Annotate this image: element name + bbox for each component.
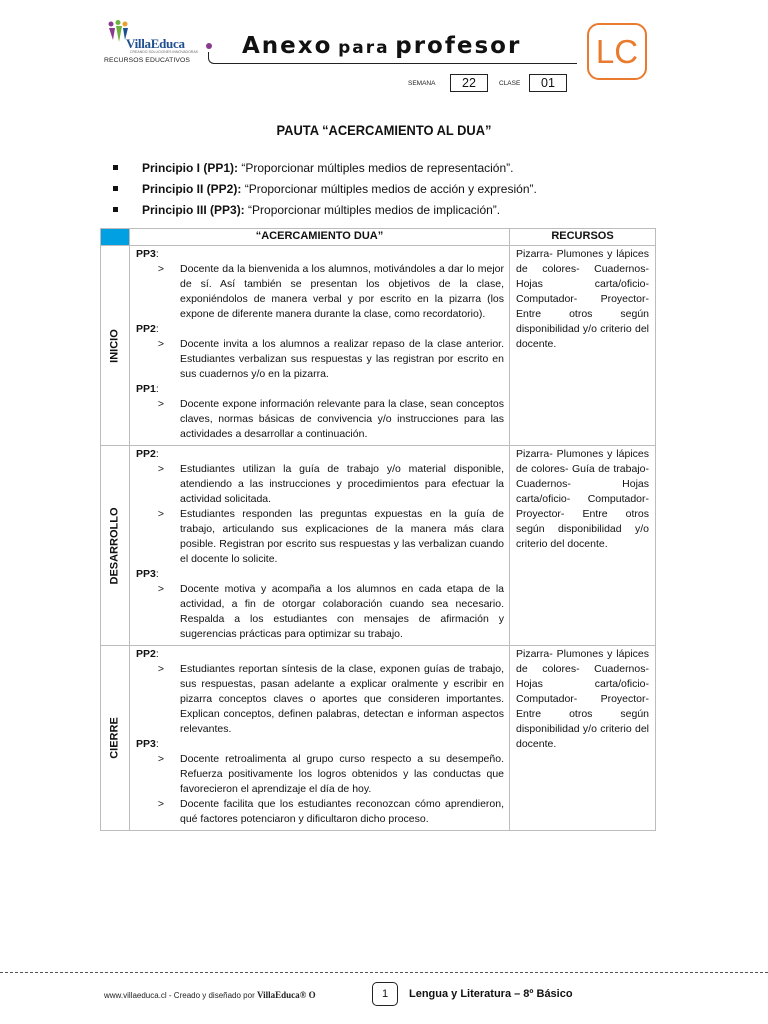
table-corner-cell: [101, 229, 130, 246]
activities-cell: [130, 246, 510, 446]
activity-text: Estudiantes responden las preguntas expuestas en la guía de trabajo, articulando sus explicaciones de la manera más clara posible. Registran por escrito sus respuestas y las verbalizan cuando el docente lo solicite.: [180, 508, 504, 565]
group-label: PP2 :: [136, 447, 504, 462]
activity-item: [136, 462, 504, 507]
activity-text: Estudiantes utilizan la guía de trabajo y/o material disponible, atendiendo a las instrucciones y procedimientos para efectuar la actividad solicitada.: [180, 463, 504, 505]
column-header-recursos: RECURSOS: [510, 229, 656, 246]
activity-item: [136, 582, 504, 642]
footer-subject: Lengua y Literatura – 8º Básico: [409, 988, 573, 1000]
activity-item: [136, 662, 504, 737]
arrow-marker: >: [157, 753, 165, 765]
activities-cell: [130, 446, 510, 646]
activity-text: Docente expone información relevante para la clase, sean conceptos claves, normas básicas de convivencia y/o instrucciones para las actividades a desarrollar a continuación.: [180, 398, 504, 440]
group-label: PP2 :: [136, 322, 504, 337]
footer-brand: VillaEduca® O: [256, 990, 316, 1000]
table-row-inicio: [101, 246, 656, 446]
semana-value: 22: [450, 74, 488, 92]
group-label: PP3 :: [136, 737, 504, 752]
principle-desc: “Proporcionar múltiples medios de acción y expresión”.: [241, 182, 537, 196]
activity-text: Docente facilita que los estudiantes reconozcan cómo aprendieron, qué factores potenciaron y dificultaron dicho proceso.: [180, 798, 504, 825]
table-header-row: [101, 229, 656, 246]
activity-text: Docente retroalimenta al grupo curso respecto a su desempeño. Refuerza positivamente los logros obtenidos y las conductas que favorecieron el aprendizaje el día de hoy.: [180, 753, 504, 795]
principles-list: [113, 161, 537, 224]
resources-cell: Pizarra- Plumones y lápices de colores- Cuadernos- Hojas carta/oficio- Computador- Proyector- Entre otros según disponibilidad y/o criterio del docente.: [510, 646, 656, 831]
section-heading: PAUTA “ACERCAMIENTO AL DUA”: [276, 122, 492, 138]
resources-cell: Pizarra- Plumones y lápices de colores- Guía de trabajo- Cuadernos- Hojas carta/oficio- Computador- Proyector- Entre otros según disponibilidad y/o criterio del docente.: [510, 446, 656, 646]
title-dot: [206, 43, 212, 49]
arrow-marker: >: [157, 663, 165, 675]
column-header-dua: “ACERCAMIENTO DUA”: [130, 229, 510, 246]
principle-item: [113, 203, 537, 224]
resources-cell: Pizarra- Plumones y lápices de colores- Cuadernos- Hojas carta/oficio- Computador- Proyector- Entre otros según disponibilidad y/o criterio del docente.: [510, 246, 656, 446]
villaeduca-logo: [104, 18, 204, 64]
title-word-anexo: Anexo: [242, 33, 333, 59]
footer-credit: [104, 990, 316, 1000]
bullet-icon: [113, 186, 118, 191]
activity-text: Docente invita a los alumnos a realizar repaso de la clase anterior. Estudiantes verbalizan sus respuestas y las registran por escrito en sus cuadernos y/o en la pizarra.: [180, 338, 504, 380]
clase-value: 01: [529, 74, 567, 92]
page-title: [242, 33, 521, 59]
clase-label: CLASE: [499, 80, 521, 87]
principle-item: [113, 182, 537, 203]
footer-divider: [0, 972, 768, 973]
stage-cell: [101, 246, 130, 446]
bullet-icon: [113, 165, 118, 170]
group-label: PP3 :: [136, 567, 504, 582]
stage-label: DESARROLLO: [108, 507, 121, 584]
title-word-para: para: [338, 38, 390, 58]
table-row-cierre: [101, 646, 656, 831]
title-underline: [215, 63, 577, 64]
semana-label: SEMANA: [408, 80, 436, 87]
activity-text: Docente motiva y acompaña a los alumnos en cada etapa de la actividad, a fin de otorgar colaboración cuando sea necesario. Respalda a los estudiantes con mensajes de afirmación y sugerencias prácticas para optimizar su trabajo.: [180, 583, 504, 640]
footer-credit-text: www.villaeduca.cl - Creado y diseñado por: [104, 991, 257, 1000]
activity-item: [136, 397, 504, 442]
arrow-marker: >: [157, 338, 165, 350]
activity-item: [136, 797, 504, 827]
arrow-marker: >: [157, 508, 165, 520]
principle-name: Principio II (PP2):: [142, 182, 242, 196]
table-row-desarrollo: [101, 446, 656, 646]
dua-table: [100, 228, 656, 831]
activity-text: Docente da la bienvenida a los alumnos, motivándoles a dar lo mejor de sí. Así también se presentan los objetivos de la clase, exponiéndolos de manera verbal y por escrito en la pizarra (los expone de diferente manera durante la clase, como recordatorio).: [180, 263, 504, 320]
group-label: PP1 :: [136, 382, 504, 397]
logo-tagline: CREANDO SOLUCIONES INNOVADORAS: [130, 50, 199, 54]
page-number: 1: [372, 982, 398, 1006]
stage-cell: [101, 446, 130, 646]
group-label: PP2 :: [136, 647, 504, 662]
bullet-icon: [113, 207, 118, 212]
subject-badge: LC: [587, 23, 647, 80]
principle-name: Principio I (PP1):: [142, 161, 239, 175]
stage-label: INICIO: [108, 328, 121, 363]
logo-name: VillaEduca: [126, 36, 185, 51]
principle-desc: “Proporcionar múltiples medios de implicación”.: [244, 203, 501, 217]
arrow-marker: >: [157, 398, 165, 410]
group-label: PP3 :: [136, 247, 504, 262]
logo-subtitle: RECURSOS EDUCATIVOS: [104, 57, 190, 64]
activity-item: [136, 337, 504, 382]
stage-label: CIERRE: [108, 717, 121, 759]
principle-item: [113, 161, 537, 182]
arrow-marker: >: [157, 263, 165, 275]
activities-cell: [130, 646, 510, 831]
activity-item: [136, 507, 504, 567]
arrow-marker: >: [157, 463, 165, 475]
activity-item: [136, 262, 504, 322]
activity-text: Estudiantes reportan síntesis de la clase, exponen guías de trabajo, sus respuestas, pasan adelante a explicar oralmente y escribir en pizarra conceptos claves o aportes que consideren importantes. Explican conceptos, definen palabras, detectan e informan aspectos relevantes.: [180, 663, 504, 735]
title-word-profesor: profesor: [395, 33, 522, 59]
arrow-marker: >: [157, 583, 165, 595]
principle-desc: “Proporcionar múltiples medios de representación”.: [238, 161, 514, 175]
arrow-marker: >: [157, 798, 165, 810]
principle-name: Principio III (PP3):: [142, 203, 245, 217]
activity-item: [136, 752, 504, 797]
stage-cell: [101, 646, 130, 831]
